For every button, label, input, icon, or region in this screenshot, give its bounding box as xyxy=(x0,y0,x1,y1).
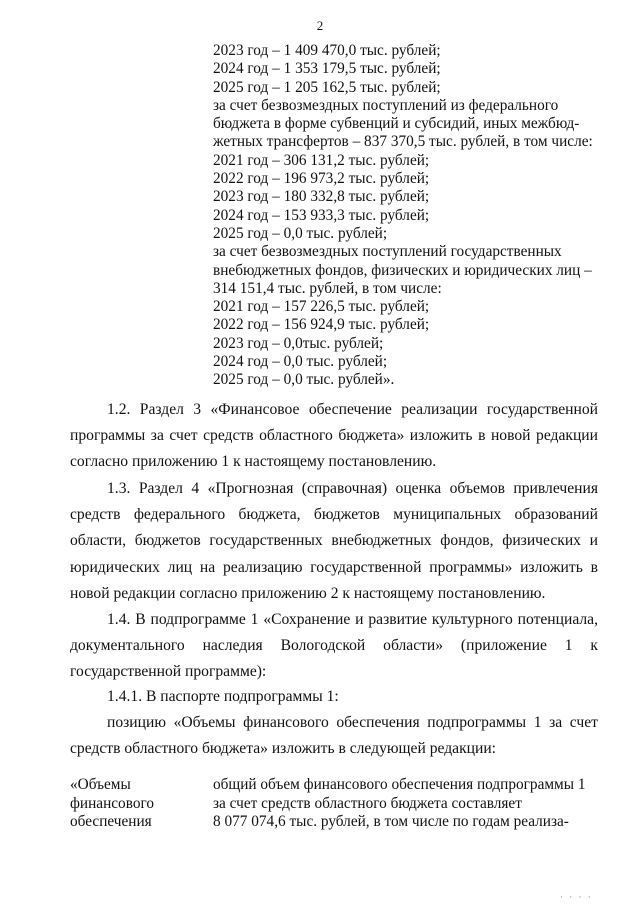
budget-line: 2021 год – 306 131,2 тыс. рублей; xyxy=(213,151,430,169)
scan-artifact-marks: · · · · xyxy=(560,892,593,902)
paragraph-1-4: 1.4. В подпрограмме 1 «Сохранение и развитие культурного потенциала, документального наследия Вологодской области» (приложение 1 к государственной программе): xyxy=(70,611,598,681)
budget-line: 314 151,4 тыс. рублей, в том числе: xyxy=(213,279,442,297)
position-content-line: 8 077 074,6 тыс. рублей, в том числе по годам реализа- xyxy=(213,813,569,830)
position-content xyxy=(213,776,605,832)
paragraph-1-2: 1.2. Раздел 3 «Финансовое обеспечение реализации государственной программы за счет средств областного бюджета» изложить в новой редакции согласно приложению 1 к настоящему постановлению. xyxy=(70,401,598,471)
position-label-line: «Объемы xyxy=(70,776,131,793)
paragraph-1-4-1: 1.4.1. В паспорте подпрограммы 1: xyxy=(107,688,339,705)
budget-line: 2024 год – 153 933,3 тыс. рублей; xyxy=(213,206,430,224)
budget-line: 2023 год – 0,0тыс. рублей; xyxy=(213,334,384,352)
budget-line: за счет безвозмездных поступлений из федерального xyxy=(213,96,559,114)
budget-line: за счет безвозмездных поступлений государственных xyxy=(213,243,562,261)
position-content-line: общий объем финансового обеспечения подпрограммы 1 xyxy=(213,776,586,793)
position-label-line: обеспечения xyxy=(70,813,152,830)
paragraph-position: позицию «Объемы финансового обеспечения подпрограммы 1 за счет средств областного бюджета» изложить в следующей редакции: xyxy=(70,714,598,758)
budget-line: бюджета в форме субвенций и субсидий, иных межбюд- xyxy=(213,115,580,133)
budget-line: 2024 год – 1 353 179,5 тыс. рублей; xyxy=(213,60,441,78)
budget-line: 2021 год – 157 226,5 тыс. рублей; xyxy=(213,298,430,316)
budget-breakdown-block xyxy=(213,42,605,390)
budget-line: 2022 год – 156 924,9 тыс. рублей; xyxy=(213,316,430,334)
budget-line: 2023 год – 180 332,8 тыс. рублей; xyxy=(213,188,430,206)
budget-line: 2024 год – 0,0 тыс. рублей; xyxy=(213,353,388,371)
budget-line: 2025 год – 0,0 тыс. рублей; xyxy=(213,224,388,242)
budget-line: 2023 год – 1 409 470,0 тыс. рублей; xyxy=(213,42,441,59)
budget-line: 2025 год – 1 205 162,5 тыс. рублей; xyxy=(213,78,441,96)
budget-line: 2025 год – 0,0 тыс. рублей». xyxy=(213,371,395,389)
budget-line: внебюджетных фондов, физических и юридических лиц – xyxy=(213,261,592,279)
paragraph-1-3: 1.3. Раздел 4 «Прогнозная (справочная) оценка объемов привлечения средств федерального бюджета, бюджетов муниципальных образований области, бюджетов государственных внебюджетных фондов, физических и юридических лиц на реализацию государственной программы» изложить в новой редакции согласно приложению 2 к настоящему постановлению. xyxy=(70,480,598,602)
position-label xyxy=(70,776,200,832)
position-label-line: финансового xyxy=(70,794,155,812)
page-number: 2 xyxy=(316,18,324,33)
budget-line: жетных трансфертов – 837 370,5 тыс. рублей, в том числе: xyxy=(213,133,593,151)
position-content-line: за счет средств областного бюджета составляет xyxy=(213,794,522,812)
budget-line: 2022 год – 196 973,2 тыс. рублей; xyxy=(213,170,430,188)
